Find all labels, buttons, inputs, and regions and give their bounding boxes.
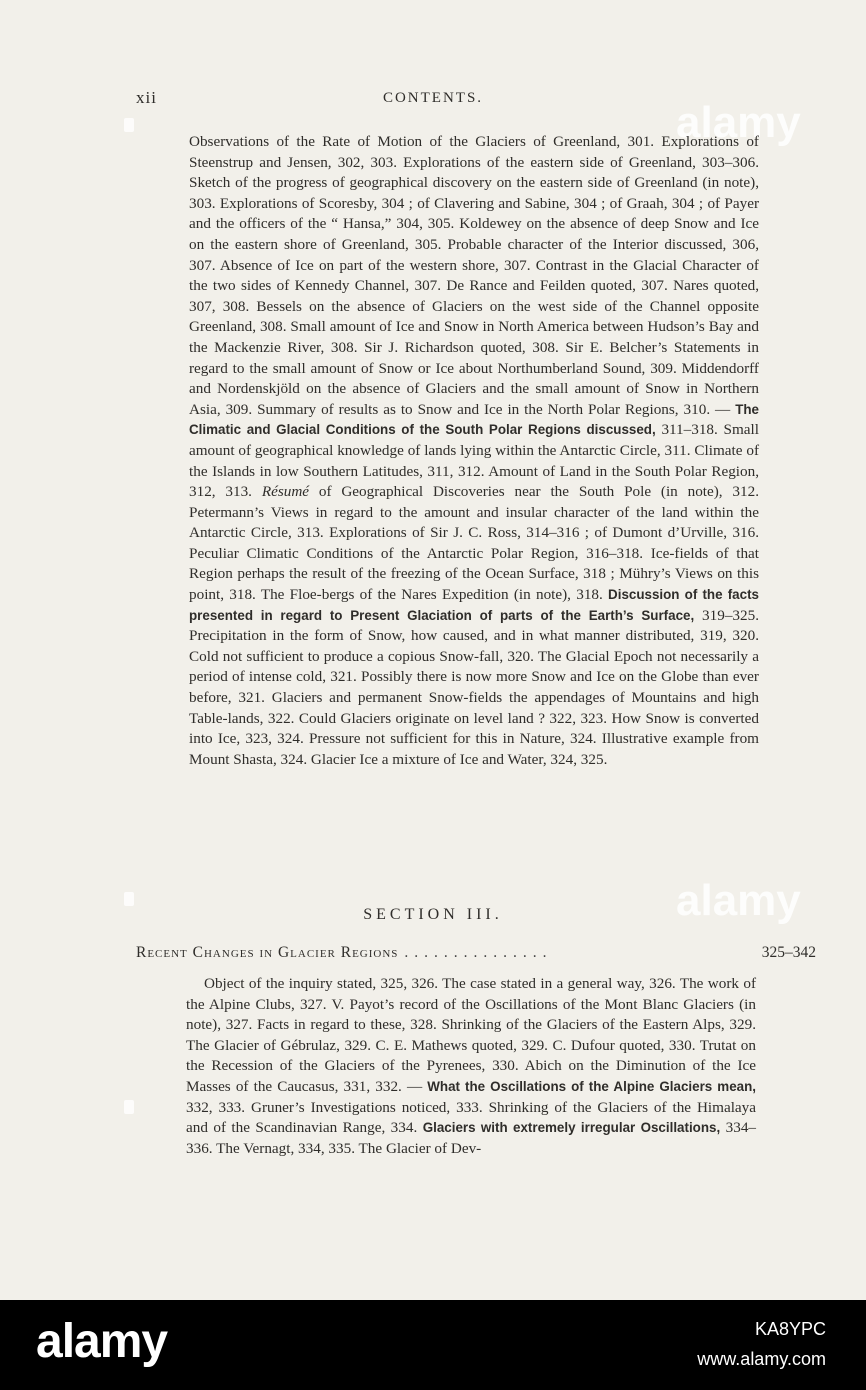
running-head: CONTENTS. bbox=[382, 90, 484, 106]
watermark-mark bbox=[124, 892, 134, 906]
entry-text: Observations of the Rate of Motion of the Glaciers of Greenland, 301. Explorations of Steenstrup and Jensen, 302, 303. Explorations of the eastern side of Greenland, 303–306. Sketch of the progress of geographical discovery on the eastern side of Greenland (in note), 303. Explorations of Scoresby, 304 ; of Clavering and Sabine, 304 ; of Graah, 304 ; of Payer and the officers of the “ Hansa,” 304, 305. Koldewey on the absence of deep Snow and Ice on the eastern shore of Greenland, 305. Probable character of the Interior discussed, 306, 307. Absence of Ice on part of the western shore, 307. Contrast in the Glacial Character of the two sides of Kennedy Channel, 307. De Rance and Feilden quoted, 307. Nares quoted, 307, 308. Bessels on the absence of Glaciers on the west side of the Channel opposite Greenland, 308. Small amount of Ice and Snow in North America between Hudson’s Bay and the Mackenzie River, 308. Sir J. Richardson quoted, 308. Sir E. Belcher’s Statements in regard to the small amount of Snow or Ice about Northumberland Sound, 309. Middendorff and Nordenskjöld on the absence of Glaciers and the small amount of Snow in Northern Asia, 309. Summary of results as to Snow and Ice in the North Polar Regions, 310. — bbox=[189, 133, 759, 418]
watermark: alamy bbox=[676, 876, 801, 925]
dot-leader: ............... bbox=[404, 944, 553, 961]
section-entry-line bbox=[136, 944, 816, 962]
watermark: alamy bbox=[676, 98, 801, 147]
page-number: xii bbox=[136, 88, 157, 107]
watermark-mark bbox=[124, 1100, 134, 1114]
watermark-mark bbox=[124, 118, 134, 132]
section-entry-title: Recent Changes in Glacier Regions bbox=[136, 944, 399, 961]
entry-text: 311–318. Small amount of geographical knowledge of lands lying within the Antarctic Circle, 311. Climate of the Islands in low Southern Latitudes, 311, 312. Amount of Land in the South Polar Region, 312, 313. bbox=[189, 421, 759, 501]
image-id: KA8YPC bbox=[754, 1319, 826, 1339]
entry-bold-heading: What the Oscillations of the Alpine Glaciers mean, bbox=[427, 1078, 756, 1094]
entry-text: 334–336. The Vernagt, 334, 335. The Glacier of Dev- bbox=[186, 1119, 757, 1157]
site-url: www.alamy.com bbox=[697, 1349, 826, 1369]
entry-bold-heading: Discussion of the facts presented in regard to Present Glaciation of parts of the Earth’s Surface, bbox=[189, 587, 759, 623]
entry-bold-heading: The Climatic and Glacial Conditions of the South Polar Regions discussed, bbox=[189, 401, 759, 438]
section-heading: SECTION III. bbox=[363, 906, 503, 923]
entry-text: 319–325. Precipitation in the form of Snow, how caused, and in what manner distributed, 319, 320. Cold not sufficient to produce a copious Snow-fall, 320. The Glacial Epoch not necessarily a period of intense cold, 321. Possibly there is now more Snow and Ice on the Globe than ever before, 321. Glaciers and permanent Snow-fields the appendages of Mountains and high Table-lands, 322. Could Glaciers originate on level land ? 322, 323. How Snow is converted into Ice, 323, 324. Pressure not sufficient for this in Nature, 324. Illustrative example from Mount Shasta, 324. Glacier Ice a mixture of Ice and Water, 324, 325. bbox=[189, 606, 760, 768]
entry-text: of Geographical Discoveries near the South Pole (in note), 312. Petermann’s Views in regard to the amount and insular character of the land within the Antarctic Circle, 313. Explorations of Sir J. C. Ross, 314–316 ; of Dumont d’Urville, 316. Peculiar Climatic Conditions of the Antarctic Polar Region, 316–318. Ice-fields of that Region perhaps the result of the freezing of the Ocean Surface, 318 ; Mühry’s Views on this point, 318. The Floe-bergs of the Nares Expedition (in note), 318. bbox=[189, 483, 760, 604]
banner-info bbox=[697, 1314, 826, 1374]
contents-entry-continued bbox=[189, 132, 759, 770]
stock-banner bbox=[0, 1300, 866, 1390]
section-entry-pages: 325–342 bbox=[761, 944, 816, 961]
entry-italic: Résumé bbox=[261, 483, 310, 501]
entry-text: 332, 333. Gruner’s Investigations noticed, 333. Shrinking of the Glaciers of the Himalaya and of the Scandinavian Range, 334. bbox=[186, 1098, 756, 1137]
entry-text: Object of the inquiry stated, 325, 326. The case stated in a general way, 326. The work of the Alpine Clubs, 327. V. Payot’s record of the Oscillations of the Mont Blanc Glaciers (in note), 327. Facts in regard to these, 328. Shrinking of the Glaciers of the Eastern Alps, 329. The Glacier of Gébrulaz, 329. C. E. Mathews quoted, 329. C. Dufour quoted, 330. Trutat on the Recession of the Glaciers of the Pyrenees, 330. Abich on the Diminution of the Ice Masses of the Caucasus, 331, 332. — bbox=[186, 975, 756, 1095]
section-entry-summary bbox=[186, 974, 756, 1159]
entry-bold-heading: Glaciers with extremely irregular Oscillations, bbox=[422, 1120, 721, 1136]
alamy-logo: alamy bbox=[36, 1315, 168, 1368]
